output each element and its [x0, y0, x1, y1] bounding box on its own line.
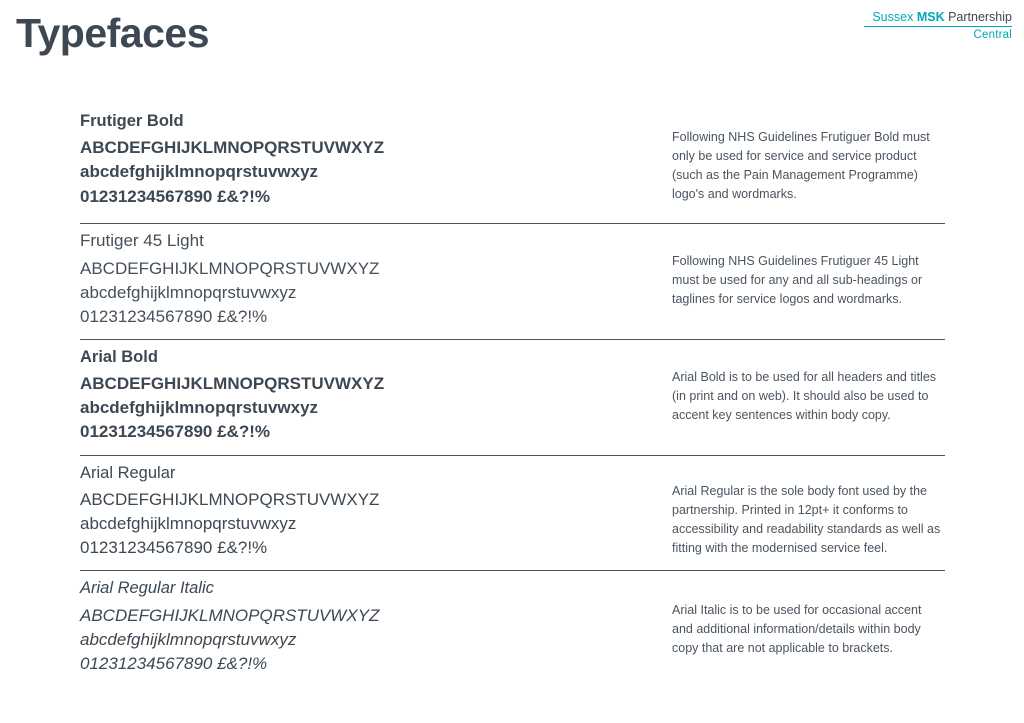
typeface-description [670, 462, 945, 561]
specimen-numerals: 01231234567890 £&?!% [80, 186, 270, 206]
specimen-numerals: 01231234567890 £&?!% [80, 422, 270, 442]
page-title: Typefaces [16, 10, 210, 56]
specimen-lowercase: abcdefghijklmnopqrstuvwxyz [80, 162, 319, 182]
specimen-uppercase: ABCDEFGHIJKLMNOPQRSTUVWXYZ [80, 138, 385, 158]
typeface-description [670, 346, 945, 445]
logo-divider [864, 26, 1012, 27]
specimen-uppercase: ABCDEFGHIJKLMNOPQRSTUVWXYZ [80, 374, 385, 394]
typeface-row [80, 223, 945, 339]
typeface-name: Arial Regular [80, 463, 176, 482]
specimen-lowercase: abcdefghijklmnopqrstuvwxyz [80, 513, 297, 533]
logo-sussex-text: Sussex [872, 10, 917, 24]
specimen-numerals: 01231234567890 £&?!% [80, 306, 268, 326]
specimen-numerals: 01231234567890 £&?!% [80, 538, 268, 558]
typeface-description [670, 110, 945, 209]
typeface-row [80, 339, 945, 455]
logo-central-text: Central [973, 29, 1012, 42]
typeface-name: Frutiger Bold [80, 112, 184, 130]
typeface-description-text: Following NHS Guidelines Frutiguer 45 Light must be used for any and all sub-headings or taglines for service logos and wordmarks. [672, 253, 923, 306]
specimen-numerals: 01231234567890 £&?!% [80, 653, 268, 673]
typeface-specimen [80, 577, 670, 676]
typeface-list [80, 104, 945, 686]
typeface-row [80, 104, 945, 223]
typeface-description [670, 230, 945, 329]
typeface-specimen [80, 230, 670, 329]
typeface-name: Arial Bold [80, 347, 158, 366]
typeface-description-text: Arial Bold is to be used for all headers and titles (in print and on web). It should also be used to accent key sentences within body copy. [672, 369, 937, 422]
typeface-specimen [80, 462, 670, 561]
brand-logo [864, 10, 1012, 43]
typeface-specimen [80, 110, 670, 209]
typeface-row [80, 570, 945, 686]
typeface-description-text: Arial Regular is the sole body font used by the partnership. Printed in 12pt+ it conforms to accessibility and readability standards as well as fitting with the modernised service feel. [672, 483, 941, 555]
specimen-lowercase: abcdefghijklmnopqrstuvwxyz [80, 629, 297, 649]
typeface-name: Arial Regular Italic [80, 579, 214, 598]
logo-partnership-text: Partnership [944, 10, 1012, 24]
logo-wordmark [864, 10, 1012, 24]
typeface-specimen [80, 346, 670, 445]
specimen-uppercase: ABCDEFGHIJKLMNOPQRSTUVWXYZ [80, 258, 380, 278]
typeface-description-text: Arial Italic is to be used for occasional accent and additional information/details within body copy that are not applicable to brackets. [672, 603, 922, 656]
typeface-name: Frutiger 45 Light [80, 230, 204, 250]
specimen-lowercase: abcdefghijklmnopqrstuvwxyz [80, 398, 319, 418]
typeface-row [80, 455, 945, 571]
typeface-description-text: Following NHS Guidelines Frutiguer Bold must only be used for service and service product (such as the Pain Management Programme) logo's and wordmarks. [672, 130, 930, 201]
logo-msk-text: MSK [916, 10, 945, 24]
typeface-description [670, 577, 945, 676]
specimen-uppercase: ABCDEFGHIJKLMNOPQRSTUVWXYZ [80, 605, 380, 625]
specimen-lowercase: abcdefghijklmnopqrstuvwxyz [80, 282, 297, 302]
specimen-uppercase: ABCDEFGHIJKLMNOPQRSTUVWXYZ [80, 489, 380, 509]
